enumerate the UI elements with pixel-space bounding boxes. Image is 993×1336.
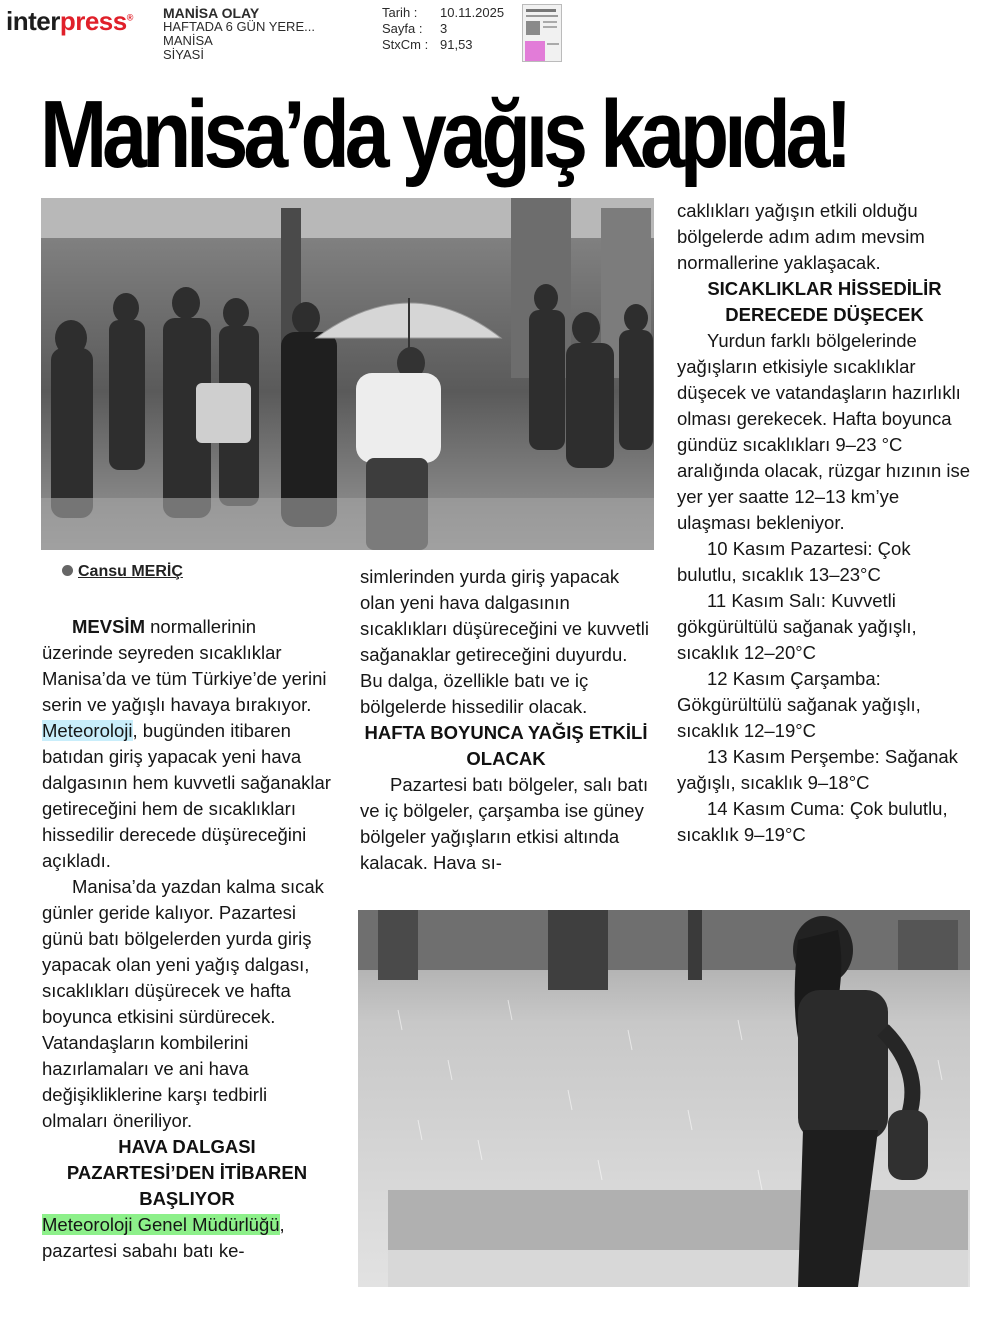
publication-name: MANİSA OLAY xyxy=(163,5,260,21)
clipping-meta xyxy=(382,5,504,53)
headline: Manisa’da yağış kapıda! xyxy=(40,81,848,188)
publication-tagline: HAFTADA 6 GÜN YERE... xyxy=(163,19,315,34)
publication-city: MANİSA xyxy=(163,33,213,48)
page-value: 3 xyxy=(440,21,448,36)
paragraph: Pazartesi batı bölgeler, salı batı ve iç bölgeler, çarşamba ise güney bölgeler yağışların etkisi altında kalacak. Hava sı- xyxy=(360,774,649,873)
byline xyxy=(62,563,183,581)
author-name[interactable]: Cansu MERİÇ xyxy=(78,563,183,580)
clipping-marker-icon xyxy=(525,41,545,61)
logo-accent: press xyxy=(59,6,127,36)
paragraph: MEVSİM normallerinin üzerinde seyreden sıcaklıklar Manisa’da ve tüm Türkiye’de yerini serin ve yağışlı havaya bırakıyor. Meteoroloji, bugünden itibaren batıdan giriş yapacak yeni hava dalgasının hem kuvvetli sağanaklar getireceğini hem de sıcaklıkları hissedilir derecede düşüreceğini açıkladı. xyxy=(42,616,331,871)
forecast-item: 10 Kasım Pazartesi: Çok bulutlu, sıcaklık 13–23°C xyxy=(677,538,911,585)
date-value: 10.11.2025 xyxy=(440,5,505,20)
subheading: HAFTA BOYUNCA YAĞIŞ ETKİLİ OLACAK xyxy=(364,722,648,769)
forecast-item: 13 Kasım Perşembe: Sağanak yağışlı, sıcaklık 9–18°C xyxy=(677,746,958,793)
page-label: Sayfa : xyxy=(382,21,423,36)
bullet-icon xyxy=(62,565,73,576)
logo-main: inter xyxy=(6,6,60,36)
paragraph: caklıkları yağışın etkili olduğu bölgelerde adım adım mevsim normallerine yaklaşacak. xyxy=(677,200,925,273)
article-column-3 xyxy=(677,198,972,848)
woman-in-rain-photo xyxy=(358,910,970,1287)
highlighted-term: Meteoroloji xyxy=(42,720,133,741)
subheading: SICAKLIKLAR HİSSEDİLİR DERECEDE DÜŞECEK xyxy=(707,278,942,325)
rain-crowd-photo xyxy=(41,198,654,550)
subheading: HAVA DALGASI PAZARTESİ’DEN İTİBAREN BAŞLIYOR xyxy=(66,1136,308,1209)
paragraph: simlerinden yurda giriş yapacak olan yeni hava dalgasının sıcaklıkları düşüreceğini ve kuvvetli sağanaklar getireceğini duyurdu. Bu dalga, özellikle batı ve iç bölgelerde hissedilir olacak. xyxy=(360,566,649,717)
highlighted-term: Meteoroloji Genel Müdürlüğü xyxy=(42,1214,280,1235)
page-thumbnail[interactable] xyxy=(522,4,562,62)
woman-in-rain-image xyxy=(358,910,970,1287)
stx-value: 91,53 xyxy=(440,37,473,52)
date-label: Tarih : xyxy=(382,5,418,20)
forecast-item: 11 Kasım Salı: Kuvvetli gökgürültülü sağanak yağışlı, sıcaklık 12–20°C xyxy=(677,590,917,663)
publication-category: SİYASİ xyxy=(163,47,204,62)
paragraph: Meteoroloji Genel Müdürlüğü, pazartesi sabahı batı ke- xyxy=(42,1214,285,1261)
lead-word: MEVSİM xyxy=(72,616,145,637)
forecast-item: 14 Kasım Cuma: Çok bulutlu, sıcaklık 9–19°C xyxy=(677,798,948,845)
article-column-2 xyxy=(360,564,652,876)
logo-mark: ® xyxy=(126,12,133,23)
paragraph: Yurdun farklı bölgelerinde yağışların etkisiyle sıcaklıklar düşecek ve vatandaşların hazırlıklı olması gerekecek. Hafta boyunca gündüz sıcaklıkları 9–23 °C aralığında olacak, rüzgar hızının ise yer yer saatte 12–13 km’ye ulaşması bekleniyor. xyxy=(677,330,971,533)
stx-label: StxCm : xyxy=(382,37,429,52)
rain-crowd-image xyxy=(41,198,654,550)
interpress-logo xyxy=(6,6,133,37)
paragraph: Manisa’da yazdan kalma sıcak günler geride kalıyor. Pazartesi günü batı bölgelerden yurda giriş yapacak olan yeni yağış dalgası, sıcaklıkları düşürecek ve hafta boyunca etkisini sürdürecek. Vatandaşların kombilerini hazırlamaları ve ani hava değişikliklerine karşı tedbirli olmaları öneriliyor. xyxy=(42,876,324,1131)
article-column-1 xyxy=(42,614,332,1264)
publication-info xyxy=(163,6,315,62)
forecast-item: 12 Kasım Çarşamba: Gökgürültülü sağanak yağışlı, sıcaklık 12–19°C xyxy=(677,668,921,741)
